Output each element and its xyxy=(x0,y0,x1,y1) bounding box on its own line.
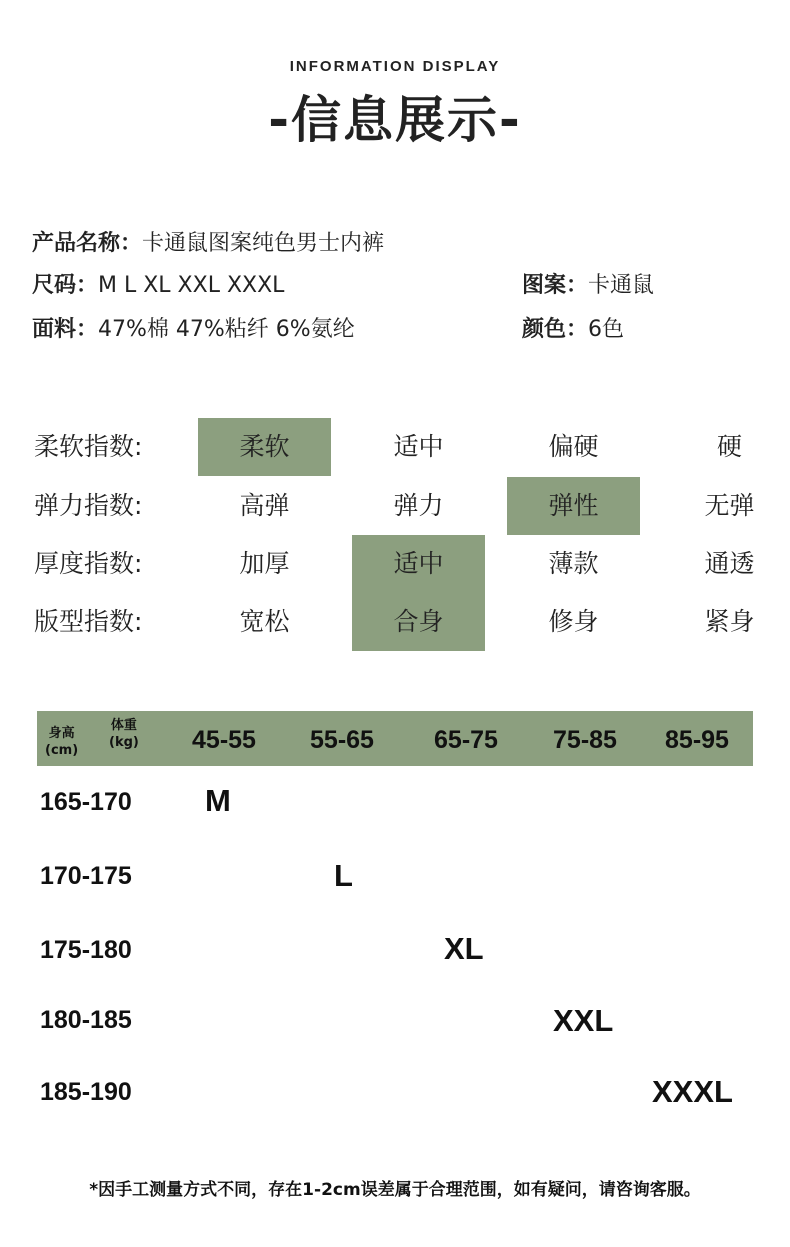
height-header-label: 身高 xyxy=(48,726,75,741)
product-name-label: 产品名称： xyxy=(32,231,143,256)
index-option: 弹力 xyxy=(393,491,444,520)
index-label: 厚度指数: xyxy=(34,549,143,578)
fabric-row xyxy=(32,312,355,343)
index-label: 弹力指数: xyxy=(34,491,143,520)
color-row xyxy=(522,312,624,343)
index-option: 宽松 xyxy=(239,607,290,636)
weight-col-header: 45-55 xyxy=(192,726,256,754)
weight-header-label: 体重 xyxy=(110,718,137,733)
size-value: XL xyxy=(444,931,484,966)
weight-header-unit: (kg) xyxy=(109,735,139,750)
index-label: 版型指数: xyxy=(34,607,143,636)
header-subtitle: INFORMATION DISPLAY xyxy=(289,58,501,75)
index-option: 高弹 xyxy=(239,491,290,520)
product-name-row xyxy=(32,226,384,257)
index-option: 通透 xyxy=(704,549,755,578)
weight-col-header: 85-95 xyxy=(665,726,729,754)
size-table-header xyxy=(37,711,753,766)
index-option: 紧身 xyxy=(704,607,755,636)
fabric-value: 47%棉 47%粘纤 6%氨纶 xyxy=(98,317,355,342)
index-option: 修身 xyxy=(548,607,599,636)
size-row xyxy=(32,268,284,299)
index-row-fit xyxy=(0,593,790,651)
height-range: 170-175 xyxy=(40,862,132,890)
size-value: L xyxy=(334,858,353,893)
height-header-unit: (cm) xyxy=(45,743,79,758)
size-value: XXL xyxy=(553,1003,614,1038)
index-row-softness xyxy=(0,418,790,476)
weight-header xyxy=(109,717,139,751)
page-title: -信息展示- xyxy=(268,91,522,149)
color-label: 颜色： xyxy=(522,317,589,342)
index-option: 加厚 xyxy=(239,549,290,578)
index-option: 适中 xyxy=(393,432,444,461)
weight-col-header: 65-75 xyxy=(434,726,498,754)
height-range: 175-180 xyxy=(40,936,132,964)
fabric-label: 面料： xyxy=(32,317,99,342)
pattern-label: 图案： xyxy=(522,273,589,298)
height-range: 165-170 xyxy=(40,788,132,816)
index-option: 偏硬 xyxy=(548,432,599,461)
index-option: 合身 xyxy=(352,593,485,651)
weight-col-header: 55-65 xyxy=(310,726,374,754)
height-header xyxy=(45,725,78,759)
index-option: 柔软 xyxy=(198,418,331,476)
height-range: 180-185 xyxy=(40,1006,132,1034)
index-option: 弹性 xyxy=(507,477,640,535)
size-value: M xyxy=(205,783,231,818)
index-option: 无弹 xyxy=(704,491,755,520)
index-label: 柔软指数: xyxy=(34,432,143,461)
index-option: 适中 xyxy=(352,535,485,593)
size-value: XXXL xyxy=(652,1074,733,1109)
height-range: 185-190 xyxy=(40,1078,132,1106)
pattern-row xyxy=(522,268,654,299)
measurement-note: *因手工测量方式不同，存在1-2cm误差属于合理范围，如有疑问，请咨询客服。 xyxy=(89,1180,701,1200)
weight-col-header: 75-85 xyxy=(553,726,617,754)
size-value: M L XL XXL XXXL xyxy=(98,273,285,298)
index-row-thickness xyxy=(0,535,790,593)
index-option: 硬 xyxy=(716,432,742,461)
pattern-value: 卡通鼠 xyxy=(588,273,655,298)
product-name-value: 卡通鼠图案纯色男士内裤 xyxy=(142,231,385,256)
size-label: 尺码： xyxy=(32,273,99,298)
color-value: 6色 xyxy=(588,317,625,342)
index-option: 薄款 xyxy=(548,549,599,578)
index-row-elasticity xyxy=(0,477,790,535)
